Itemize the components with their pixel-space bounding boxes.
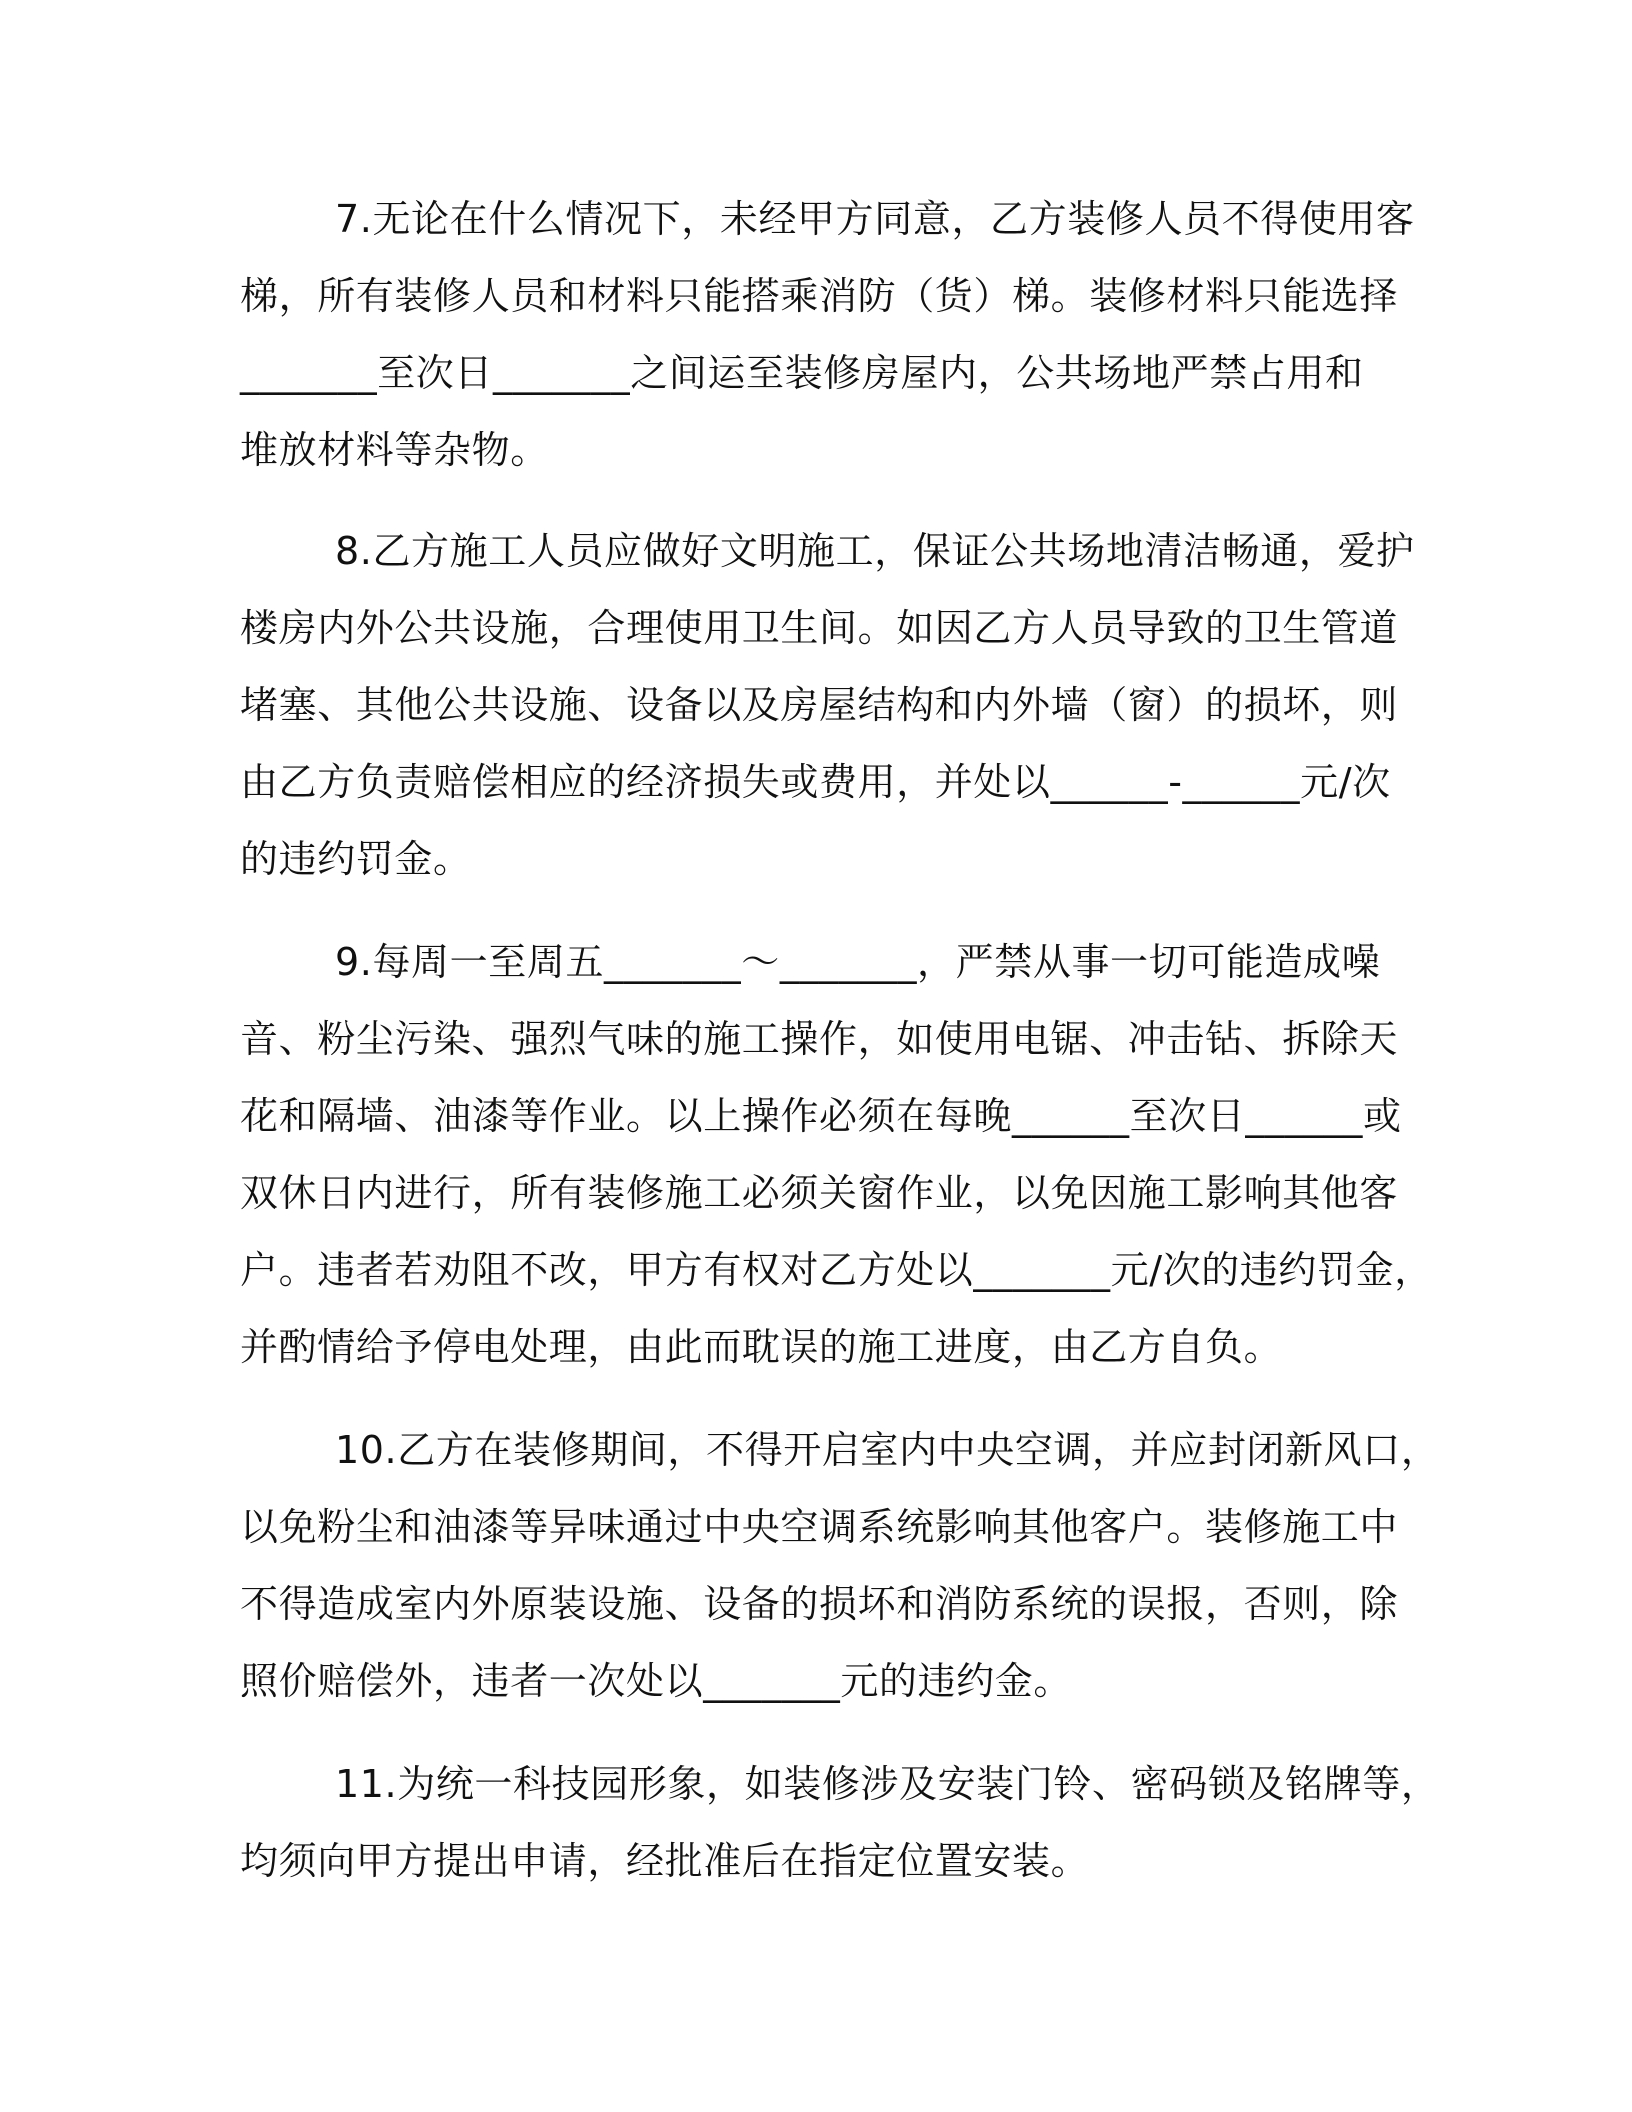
clause-11-line-2: 均须向甲方提出申请，经批准后在指定位置安装。 <box>240 1839 1090 1883</box>
clause-9-line-5: 户。违者若劝阻不改，甲方有权对乙方处以_______元/次的违约罚金， <box>240 1248 1433 1292</box>
clause-9-line-3: 花和隔墙、油漆等作业。以上操作必须在每晚______至次日______或 <box>240 1094 1402 1138</box>
clause-7-paragraph <box>240 181 1415 489</box>
clause-8-line-2: 楼房内外公共设施，合理使用卫生间。如因乙方人员导致的卫生管道 <box>240 606 1399 650</box>
clause-8-line-3: 堵塞、其他公共设施、设备以及房屋结构和内外墙（窗）的损坏，则 <box>240 683 1399 727</box>
clause-10-paragraph <box>240 1412 1440 1720</box>
clause-10-line-1: 10.乙方在装修期间，不得开启室内中央空调，并应封闭新风口， <box>335 1428 1440 1472</box>
clause-8-line-4: 由乙方负责赔偿相应的经济损失或费用，并处以______-______元/次 <box>240 760 1391 804</box>
clause-7-line-3: _______至次日_______之间运至装修房屋内，公共场地严禁占用和 <box>240 351 1364 395</box>
clause-9-paragraph <box>240 924 1433 1386</box>
clause-11-line-1: 11.为统一科技园形象，如装修涉及安装门铃、密码锁及铭牌等， <box>335 1762 1440 1806</box>
clause-10-line-2: 以免粉尘和油漆等异味通过中央空调系统影响其他客户。装修施工中 <box>240 1505 1399 1549</box>
clause-7-line-4: 堆放材料等杂物。 <box>240 428 549 472</box>
clause-8-paragraph <box>240 513 1415 898</box>
clause-10-line-3: 不得造成室内外原装设施、设备的损坏和消防系统的误报，否则，除 <box>240 1582 1399 1626</box>
clause-9-line-6: 并酌情给予停电处理，由此而耽误的施工进度，由乙方自负。 <box>240 1325 1283 1369</box>
clause-8-line-1: 8.乙方施工人员应做好文明施工，保证公共场地清洁畅通，爱护 <box>335 529 1415 573</box>
clause-10-line-4: 照价赔偿外，违者一次处以_______元的违约金。 <box>240 1659 1073 1703</box>
clause-11-paragraph <box>240 1746 1440 1900</box>
clause-9-line-4: 双休日内进行，所有装修施工必须关窗作业，以免因施工影响其他客 <box>240 1171 1399 1215</box>
clause-7-line-2: 梯，所有装修人员和材料只能搭乘消防（货）梯。装修材料只能选择 <box>240 274 1399 318</box>
clause-9-line-2: 音、粉尘污染、强烈气味的施工操作，如使用电锯、冲击钻、拆除天 <box>240 1017 1399 1061</box>
clause-9-line-1: 9.每周一至周五_______～_______，严禁从事一切可能造成噪 <box>335 940 1381 984</box>
clause-8-line-5: 的违约罚金。 <box>240 837 472 881</box>
clause-7-line-1: 7.无论在什么情况下，未经甲方同意，乙方装修人员不得使用客 <box>335 197 1415 241</box>
